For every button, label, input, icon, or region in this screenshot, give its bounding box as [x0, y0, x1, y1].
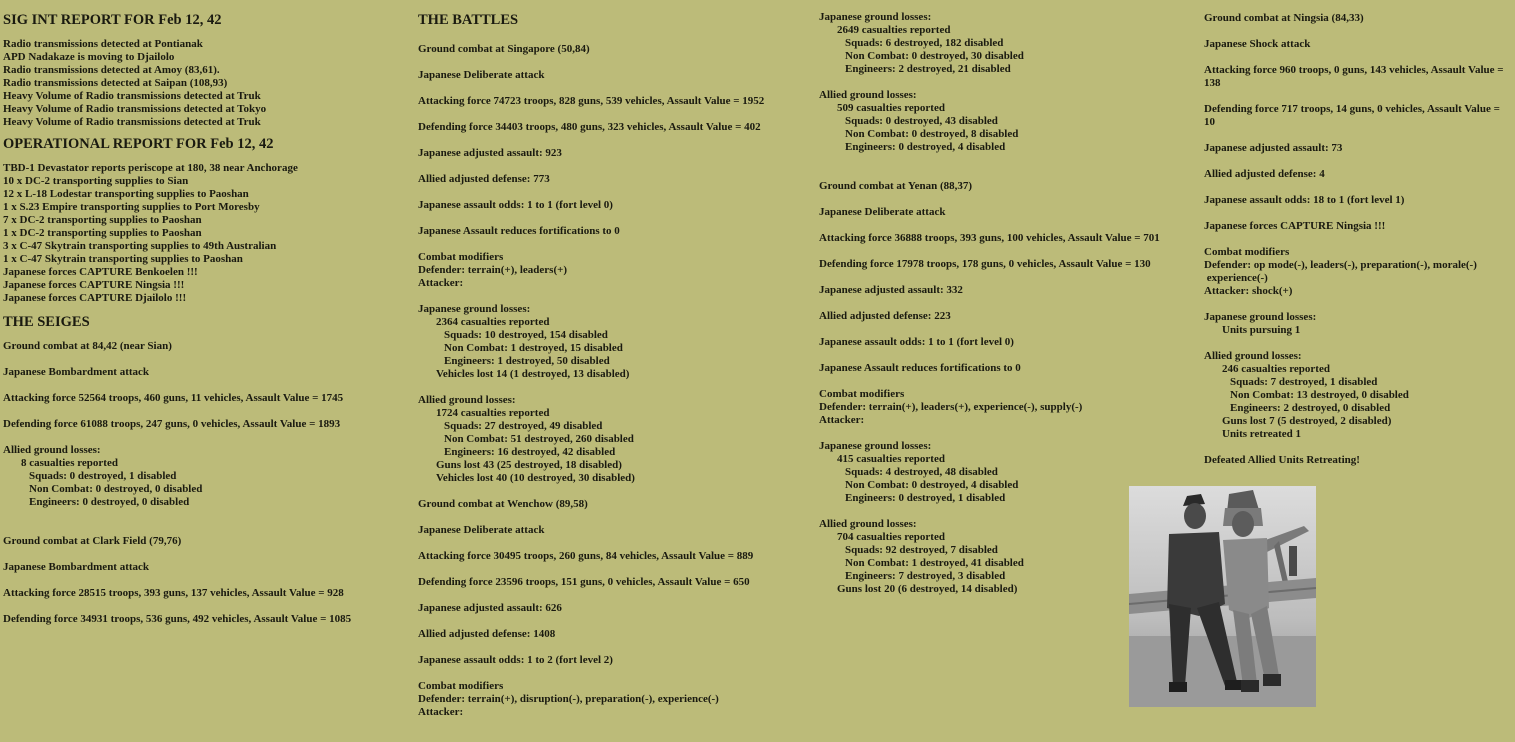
- combat-header: Ground combat at Singapore (50,84): [418, 43, 590, 55]
- battle-wenchow: [418, 498, 813, 719]
- attack-type: Japanese Deliberate attack: [418, 524, 545, 536]
- allied-squads: Squads: 7 destroyed, 1 disabled: [1230, 376, 1378, 388]
- allied-guns: Guns lost 20 (6 destroyed, 14 disabled): [837, 583, 1018, 595]
- operational-line: 10 x DC-2 transporting supplies to Sian: [3, 175, 189, 187]
- adjusted-assault: Japanese adjusted assault: 626: [418, 602, 562, 614]
- allied-noncombat: Non Combat: 51 destroyed, 260 disabled: [444, 433, 634, 445]
- attacking-force: Attacking force 28515 troops, 393 guns, 137 vehicles, Assault Value = 928: [3, 587, 344, 599]
- allied-vehicles: Vehicles lost 40 (10 destroyed, 30 disabled): [436, 472, 635, 484]
- allied-losses-title: Allied ground losses:: [819, 518, 917, 530]
- japanese-losses-title: Japanese ground losses:: [1204, 311, 1317, 323]
- assault-odds: Japanese assault odds: 1 to 1 (fort level 0): [418, 199, 613, 211]
- japanese-noncombat: Non Combat: 0 destroyed, 4 disabled: [845, 479, 1019, 491]
- capture-note: Japanese forces CAPTURE Ningsia !!!: [1204, 220, 1386, 232]
- attack-type: Japanese Shock attack: [1204, 38, 1311, 50]
- battle-ningsia: [1204, 12, 1510, 467]
- sigint-line: Radio transmissions detected at Pontianak: [3, 38, 203, 50]
- allied-engineers: Engineers: 0 destroyed, 4 disabled: [845, 141, 1006, 153]
- operational-line: 7 x DC-2 transporting supplies to Paoshan: [3, 214, 202, 226]
- combat-header: Ground combat at Yenan (88,37): [819, 180, 973, 192]
- battle-wenchow-losses: [819, 11, 1199, 154]
- allied-losses-title: Allied ground losses:: [418, 394, 516, 406]
- attacking-force: Attacking force 30495 troops, 260 guns, 84 vehicles, Assault Value = 889: [418, 550, 754, 562]
- japanese-vehicles: Vehicles lost 14 (1 destroyed, 13 disabled): [436, 368, 630, 380]
- sigint-list: [3, 38, 408, 129]
- operational-line: TBD-1 Devastator reports periscope at 180, 38 near Anchorage: [3, 162, 298, 174]
- battle-singapore: [418, 43, 813, 485]
- attacking-force: Attacking force 960 troops, 0 guns, 143 vehicles, Assault Value = 138: [1204, 64, 1507, 89]
- attacking-force: Attacking force 36888 troops, 393 guns, 100 vehicles, Assault Value = 701: [819, 232, 1160, 244]
- allied-retreated: Units retreated 1: [1222, 428, 1302, 440]
- japanese-losses-title: Japanese ground losses:: [819, 440, 932, 452]
- attack-type: Japanese Deliberate attack: [418, 69, 545, 81]
- sigint-line: Heavy Volume of Radio transmissions detected at Tokyo: [3, 103, 267, 115]
- japanese-squads: Squads: 6 destroyed, 182 disabled: [845, 37, 1004, 49]
- japanese-casualties: 2364 casualties reported: [436, 316, 550, 328]
- column-1: [3, 0, 408, 626]
- allied-losses-title: Allied ground losses:: [3, 444, 101, 456]
- operational-line: Japanese forces CAPTURE Benkoelen !!!: [3, 266, 198, 278]
- modifiers-title: Combat modifiers: [418, 680, 504, 692]
- operational-line: 1 x S.23 Empire transporting supplies to Port Moresby: [3, 201, 260, 213]
- sigint-line: APD Nadakaze is moving to Djailolo: [3, 51, 175, 63]
- allied-engineers: Engineers: 0 destroyed, 0 disabled: [29, 496, 190, 508]
- sigint-line: Radio transmissions detected at Saipan (108,93): [3, 77, 228, 89]
- defender-modifiers: Defender: op mode(-), leaders(-), preparation(-), morale(-) experience(-): [1204, 259, 1477, 284]
- allied-casualties: 509 casualties reported: [837, 102, 945, 114]
- defending-force: Defending force 34403 troops, 480 guns, 323 vehicles, Assault Value = 402: [418, 121, 761, 133]
- allied-losses-title: Allied ground losses:: [1204, 350, 1302, 362]
- allied-engineers: Engineers: 16 destroyed, 42 disabled: [444, 446, 616, 458]
- combat-header: Ground combat at Wenchow (89,58): [418, 498, 588, 510]
- allied-noncombat: Non Combat: 13 destroyed, 0 disabled: [1230, 389, 1409, 401]
- allied-squads: Squads: 0 destroyed, 1 disabled: [29, 470, 177, 482]
- attacking-force: Attacking force 74723 troops, 828 guns, 539 vehicles, Assault Value = 1952: [418, 95, 765, 107]
- battles-title: THE BATTLES: [418, 12, 519, 28]
- operational-line: 12 x L-18 Lodestar transporting supplies to Paoshan: [3, 188, 249, 200]
- sigint-line: Radio transmissions detected at Amoy (83,61).: [3, 64, 220, 76]
- defender-modifiers: Defender: terrain(+), leaders(+), experience(-), supply(-): [819, 401, 1083, 413]
- attack-type: Japanese Bombardment attack: [3, 561, 150, 573]
- adjusted-assault: Japanese adjusted assault: 73: [1204, 142, 1343, 154]
- defending-force: Defending force 23596 troops, 151 guns, 0 vehicles, Assault Value = 650: [418, 576, 750, 588]
- defending-force: Defending force 717 troops, 14 guns, 0 vehicles, Assault Value = 10: [1204, 103, 1503, 128]
- allied-noncombat: Non Combat: 0 destroyed, 8 disabled: [845, 128, 1019, 140]
- defender-modifiers: Defender: terrain(+), disruption(-), preparation(-), experience(-): [418, 693, 719, 705]
- defending-force: Defending force 34931 troops, 536 guns, 492 vehicles, Assault Value = 1085: [3, 613, 352, 625]
- sigint-line: Heavy Volume of Radio transmissions detected at Truk: [3, 116, 261, 128]
- operational-line: 1 x C-47 Skytrain transporting supplies to Paoshan: [3, 253, 243, 265]
- japanese-casualties: 2649 casualties reported: [837, 24, 951, 36]
- allied-guns: Guns lost 43 (25 destroyed, 18 disabled): [436, 459, 622, 471]
- attack-type: Japanese Bombardment attack: [3, 366, 150, 378]
- operational-line: 3 x C-47 Skytrain transporting supplies to 49th Australian: [3, 240, 277, 252]
- adjusted-defense: Allied adjusted defense: 4: [1204, 168, 1325, 180]
- operational-line: Japanese forces CAPTURE Djailolo !!!: [3, 292, 187, 304]
- attacker-modifiers: Attacker:: [418, 277, 464, 289]
- allied-casualties: 1724 casualties reported: [436, 407, 550, 419]
- japanese-pursuing: Units pursuing 1: [1222, 324, 1301, 336]
- japanese-engineers: Engineers: 0 destroyed, 1 disabled: [845, 492, 1006, 504]
- battle-result: Defeated Allied Units Retreating!: [1204, 454, 1360, 466]
- allied-squads: Squads: 0 destroyed, 43 disabled: [845, 115, 998, 127]
- assault-odds: Japanese assault odds: 1 to 1 (fort level 0): [819, 336, 1014, 348]
- allied-engineers: Engineers: 2 destroyed, 0 disabled: [1230, 402, 1391, 414]
- allied-guns: Guns lost 7 (5 destroyed, 2 disabled): [1222, 415, 1392, 427]
- leaders-photo: [1129, 486, 1316, 707]
- allied-squads: Squads: 92 destroyed, 7 disabled: [845, 544, 998, 556]
- seige-combat-clark-field: [3, 535, 408, 626]
- defending-force: Defending force 17978 troops, 178 guns, 0 vehicles, Assault Value = 130: [819, 258, 1151, 270]
- attacker-modifiers: Attacker:: [819, 414, 865, 426]
- adjusted-defense: Allied adjusted defense: 223: [819, 310, 951, 322]
- japanese-squads: Squads: 4 destroyed, 48 disabled: [845, 466, 998, 478]
- adjusted-defense: Allied adjusted defense: 1408: [418, 628, 556, 640]
- assault-odds: Japanese assault odds: 18 to 1 (fort level 1): [1204, 194, 1405, 206]
- attacker-modifiers: Attacker: shock(+): [1204, 285, 1293, 297]
- combat-header: Ground combat at 84,42 (near Sian): [3, 340, 172, 352]
- column-4: [1204, 0, 1510, 467]
- assault-odds: Japanese assault odds: 1 to 2 (fort level 2): [418, 654, 613, 666]
- operational-title: OPERATIONAL REPORT FOR Feb 12, 42: [3, 136, 274, 152]
- attack-type: Japanese Deliberate attack: [819, 206, 946, 218]
- adjusted-assault: Japanese adjusted assault: 332: [819, 284, 963, 296]
- attacking-force: Attacking force 52564 troops, 460 guns, 11 vehicles, Assault Value = 1745: [3, 392, 344, 404]
- seige-combat-sian: [3, 340, 408, 509]
- japanese-losses-title: Japanese ground losses:: [418, 303, 531, 315]
- allied-noncombat: Non Combat: 0 destroyed, 0 disabled: [29, 483, 203, 495]
- japanese-squads: Squads: 10 destroyed, 154 disabled: [444, 329, 608, 341]
- sigint-line: Heavy Volume of Radio transmissions detected at Truk: [3, 90, 261, 102]
- seiges-title: THE SEIGES: [3, 314, 90, 330]
- allied-casualties: 8 casualties reported: [21, 457, 118, 469]
- modifiers-title: Combat modifiers: [418, 251, 504, 263]
- japanese-noncombat: Non Combat: 0 destroyed, 30 disabled: [845, 50, 1024, 62]
- allied-casualties: 246 casualties reported: [1222, 363, 1330, 375]
- operational-list: [3, 162, 408, 305]
- japanese-noncombat: Non Combat: 1 destroyed, 15 disabled: [444, 342, 623, 354]
- operational-line: 1 x DC-2 transporting supplies to Paoshan: [3, 227, 202, 239]
- allied-noncombat: Non Combat: 1 destroyed, 41 disabled: [845, 557, 1024, 569]
- defending-force: Defending force 61088 troops, 247 guns, 0 vehicles, Assault Value = 1893: [3, 418, 341, 430]
- fortification-note: Japanese Assault reduces fortifications to 0: [819, 362, 1021, 374]
- modifiers-title: Combat modifiers: [1204, 246, 1290, 258]
- combat-header: Ground combat at Clark Field (79,76): [3, 535, 182, 547]
- defender-modifiers: Defender: terrain(+), leaders(+): [418, 264, 568, 276]
- sigint-title: SIG INT REPORT FOR Feb 12, 42: [3, 12, 222, 28]
- attacker-modifiers: Attacker:: [418, 706, 464, 718]
- combat-header: Ground combat at Ningsia (84,33): [1204, 12, 1364, 24]
- japanese-engineers: Engineers: 1 destroyed, 50 disabled: [444, 355, 610, 367]
- column-2: [418, 0, 813, 719]
- allied-casualties: 704 casualties reported: [837, 531, 945, 543]
- japanese-casualties: 415 casualties reported: [837, 453, 945, 465]
- japanese-losses-title: Japanese ground losses:: [819, 11, 932, 23]
- fortification-note: Japanese Assault reduces fortifications to 0: [418, 225, 620, 237]
- allied-squads: Squads: 27 destroyed, 49 disabled: [444, 420, 603, 432]
- japanese-engineers: Engineers: 2 destroyed, 21 disabled: [845, 63, 1011, 75]
- operational-line: Japanese forces CAPTURE Ningsia !!!: [3, 279, 185, 291]
- allied-losses-title: Allied ground losses:: [819, 89, 917, 101]
- modifiers-title: Combat modifiers: [819, 388, 905, 400]
- adjusted-assault: Japanese adjusted assault: 923: [418, 147, 562, 159]
- adjusted-defense: Allied adjusted defense: 773: [418, 173, 550, 185]
- allied-engineers: Engineers: 7 destroyed, 3 disabled: [845, 570, 1006, 582]
